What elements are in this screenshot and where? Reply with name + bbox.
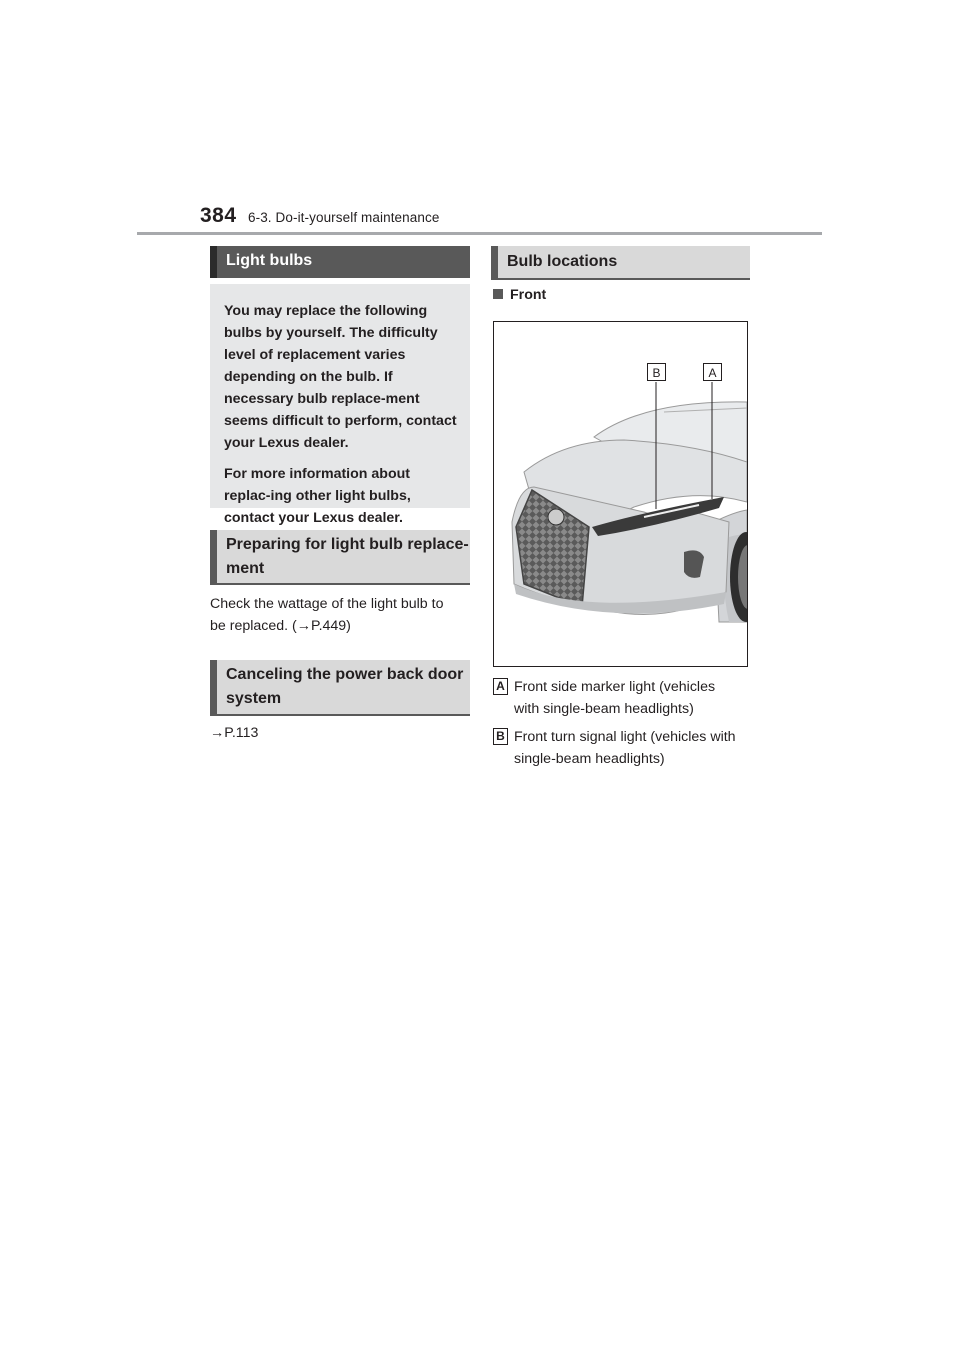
canceling-heading-line-1: Canceling the power back door [226,666,464,683]
preparing-heading-line-2: ment [226,560,265,577]
front-subheading [493,287,546,303]
section-title: 6-3. Do-it-yourself maintenance [248,210,440,225]
legend-b-line-2: single-beam headlights) [514,751,665,767]
preparing-text-line-2: be replaced. (→P.449) [210,618,351,634]
canceling-heading [210,660,470,716]
page-number: 384 [200,204,237,227]
canceling-heading-line-2: system [226,690,282,707]
legend-b-line-1: Front turn signal light (vehicles with [514,729,736,745]
preparing-heading [210,530,470,585]
square-bullet-icon [493,289,503,299]
canceling-reference: →P.113 [210,725,259,741]
bulb-locations-heading [491,246,750,280]
legend-a-line-2: with single-beam headlights) [514,701,694,717]
preparing-text [210,593,480,637]
legend-a-line-1: Front side marker light (vehicles [514,679,716,695]
header-divider [137,232,822,235]
legend-text-a [514,676,754,720]
callout-a-label: A [703,363,722,381]
callout-b-label: B [647,363,666,381]
intro-paragraph-1: You may replace the following bulbs by yourself. The difficulty level of replacement varies depending on the bulb. If necessary bulb replace-ment seems difficult to perform, contact your Lexus dealer. [224,303,457,451]
bulb-locations-heading-text: Bulb locations [507,253,618,270]
legend-text-b [514,726,754,770]
front-bulb-illustration [493,321,748,667]
legend-key-a: A [493,678,508,695]
preparing-text-line-1: Check the wattage of the light bulb to [210,596,444,612]
light-bulbs-intro-box [210,284,470,526]
preparing-heading-line-1: Preparing for light bulb replace- [226,536,469,553]
front-subheading-text: Front [510,287,547,303]
light-bulbs-heading [210,246,470,278]
light-bulbs-heading-text: Light bulbs [226,252,313,269]
legend-key-b: B [493,728,508,745]
intro-paragraph-2: For more information about replac-ing other light bulbs, contact your Lexus dealer. [224,466,411,526]
